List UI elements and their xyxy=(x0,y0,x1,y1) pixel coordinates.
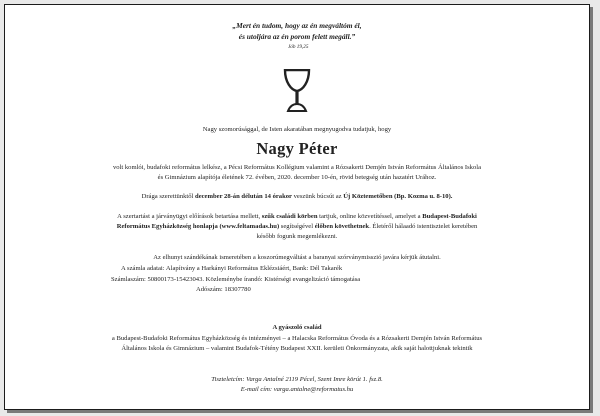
mourners-title: A gyászoló család xyxy=(272,324,322,331)
ceremony-l2-post: . Életéről hálaadó istentisztelet keretében xyxy=(369,223,478,230)
ceremony-line-3: később fogunk megemlékezni. xyxy=(256,233,338,240)
mourners-line-1: a Budapest-Budafoki Református Egyházközség és intézményei – a Halacska Református Óvoda és a Rózsakerti Demjén István Református xyxy=(111,335,483,342)
mourners-line-2: Általános Iskola és Gimnázium – valamint Budafok-Tétény Budapest XXII. kerületi Önkormányzata, akik saját halottjuknak tekintik xyxy=(121,345,473,352)
account-row xyxy=(111,264,360,275)
donation-details xyxy=(111,264,360,296)
bible-quote-line-1: „Mert én tudom, hogy az én megváltóm él, xyxy=(232,21,362,30)
number-row xyxy=(111,275,360,286)
ceremony-line-2 xyxy=(5,222,589,232)
ceremony-l1-b1: szűk családi körben xyxy=(261,213,318,220)
funeral-mid: veszünk búcsút az xyxy=(291,193,344,200)
ceremony-l2-b1: Református Egyházközség honlapja (www.feltamadas.hu) xyxy=(116,223,280,230)
donation-text: Az elhunyt szándékának ismeretében a koszorúmegváltást a baranyai szórványmisszió javára kérjük átutalni. xyxy=(153,254,441,261)
funeral-pre: Drága szerettünktől xyxy=(141,193,196,200)
intro-text: Nagy szomorúsággal, de Isten akaratában megnyugodva tudatjuk, hogy xyxy=(202,126,392,133)
bio-line-1: volt komlói, budafoki református lelkész, a Pécsi Református Kollégium valamint a Rózsakerti Demjén István Református Általános Iskola xyxy=(112,164,482,171)
bible-quote-line-2: és utoljára az én porom felett megáll.” xyxy=(238,32,356,41)
ceremony-l1-pre: A szertartást a járványügyi előírások betartása mellett, xyxy=(117,213,262,220)
ceremony-line-1 xyxy=(5,212,589,222)
ceremony-l2-b2: élőben követhetnek xyxy=(314,223,370,230)
number-label: Számlaszám: xyxy=(111,275,148,283)
communion-chalice-icon xyxy=(282,69,312,113)
bible-reference: Jób 19,25 xyxy=(288,44,309,50)
footer-email: E-mail cím: varga.antalne@reformatus.hu xyxy=(240,386,354,393)
obituary-notice xyxy=(4,4,590,410)
funeral-date: december 28-án délután 14 órakor xyxy=(195,193,292,200)
footer-address: Tiszteletcím: Varga Antalné 2119 Pécel, Szent Imre körút 1. fsz.8. xyxy=(211,376,383,383)
tax-row xyxy=(111,285,360,296)
account-value: Alapítvány a Harkányi Református Eklézsiáért, Bank: Dél Takarék xyxy=(165,265,343,272)
ceremony-l2-mid: segítségével xyxy=(279,223,315,230)
tax-label: Adószám: xyxy=(196,286,225,293)
number-value: 50800173-15423043. Közleménybe írandó: Kistérségi evangelizáció támogatása xyxy=(147,275,361,283)
ceremony-l1-mid: tartjuk, online közvetítéssel, amelyet a xyxy=(317,213,423,220)
deceased-name: Nagy Péter xyxy=(256,139,338,158)
account-label: A számla adatai: xyxy=(121,265,166,272)
ceremony-l1-b2: Budapest-Budafoki xyxy=(422,213,477,220)
tax-value: 18307780 xyxy=(224,286,251,293)
funeral-details xyxy=(5,192,589,202)
bio-line-2: és Gimnázium alapítója életének 72. évében, 2020. december 10-én, rövid betegség után hazatért Urához. xyxy=(157,174,437,181)
funeral-place: Új Köztemetőben (Bp. Kozma u. 8-10). xyxy=(343,193,453,200)
